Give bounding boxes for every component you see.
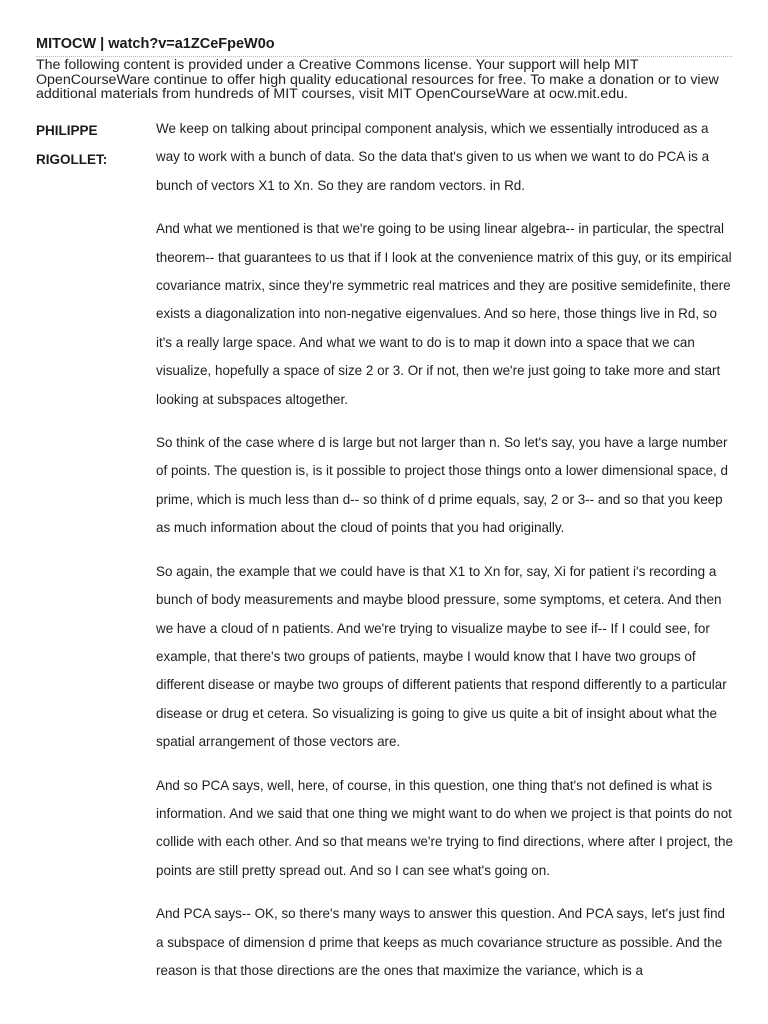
transcript-paragraph: And PCA says-- OK, so there's many ways to answer this question. And PCA says, let's just find a subspace of dimension d prime that keeps as much covariance structure as possible. And the reason is that those directions are the ones that maximize the variance, which is a [156, 906, 726, 978]
transcript-paragraph: We keep on talking about principal component analysis, which we essentially introduced as a way to work with a bunch of data. So the data that's given to us when we want to do PCA is a bunch of vectors X1 to Xn. So they are random vectors. in Rd. [156, 121, 710, 193]
license-notice: The following content is provided under a Creative Commons license. Your support will help MIT OpenCourseWare continue to offer high quality educational resources for free. To make a donation or to view additional materials from hundreds of MIT courses, visit MIT OpenCourseWare at ocw.mit.edu. [36, 57, 719, 102]
transcript-paragraph: So again, the example that we could have is that X1 to Xn for, say, Xi for patient i's recording a bunch of body measurements and maybe blood pressure, some symptoms, et cetera. And then we have a cloud of n patients. And we're trying to visualize maybe to see if-- If I could see, for example, that there's two groups of patients, maybe I would know that I have two groups of different disease or maybe two groups of different patients that respond differently to a particular disease or drug et cetera. So visualizing is going to give us quite a bit of insight about what the spatial arrangement of those vectors are. [156, 563, 727, 750]
transcript-paragraph: So think of the case where d is large but not larger than n. So let's say, you have a large number of points. The question is, is it possible to project those things onto a lower dimensional space, d prime, which is much less than d-- so think of d prime equals, say, 2 or 3-- and so that you keep as much information about the cloud of points that you had originally. [156, 435, 728, 536]
transcript-paragraph: And so PCA says, well, here, of course, in this question, one thing that's not defined is what is information. And we said that one thing we might want to do when we project is that points do not collide with each other. And so that means we're trying to find directions, where after I project, the points are still pretty spread out. And so I can see what's going on. [156, 777, 733, 878]
transcript-paragraph: And what we mentioned is that we're going to be using linear algebra-- in particular, the spectral theorem-- that guarantees to us that if I look at the convenience matrix of this guy, or its empirical covariance matrix, since they're symmetric real matrices and they are positive semidefinite, there exists a diagonalization into non-negative eigenvalues. And so here, those things live in Rd, so it's a really large space. And what we want to do is to map it down into a space that we can visualize, hopefully a space of size 2 or 3. Or if not, then we're just going to take more and start looking at subspaces altogether. [156, 221, 732, 407]
speaker-name: PHILIPPE RIGOLLET: [36, 123, 108, 167]
transcript-body [156, 115, 736, 1000]
document-title: MITOCW | watch?v=a1ZCeFpeW0o [36, 36, 275, 52]
